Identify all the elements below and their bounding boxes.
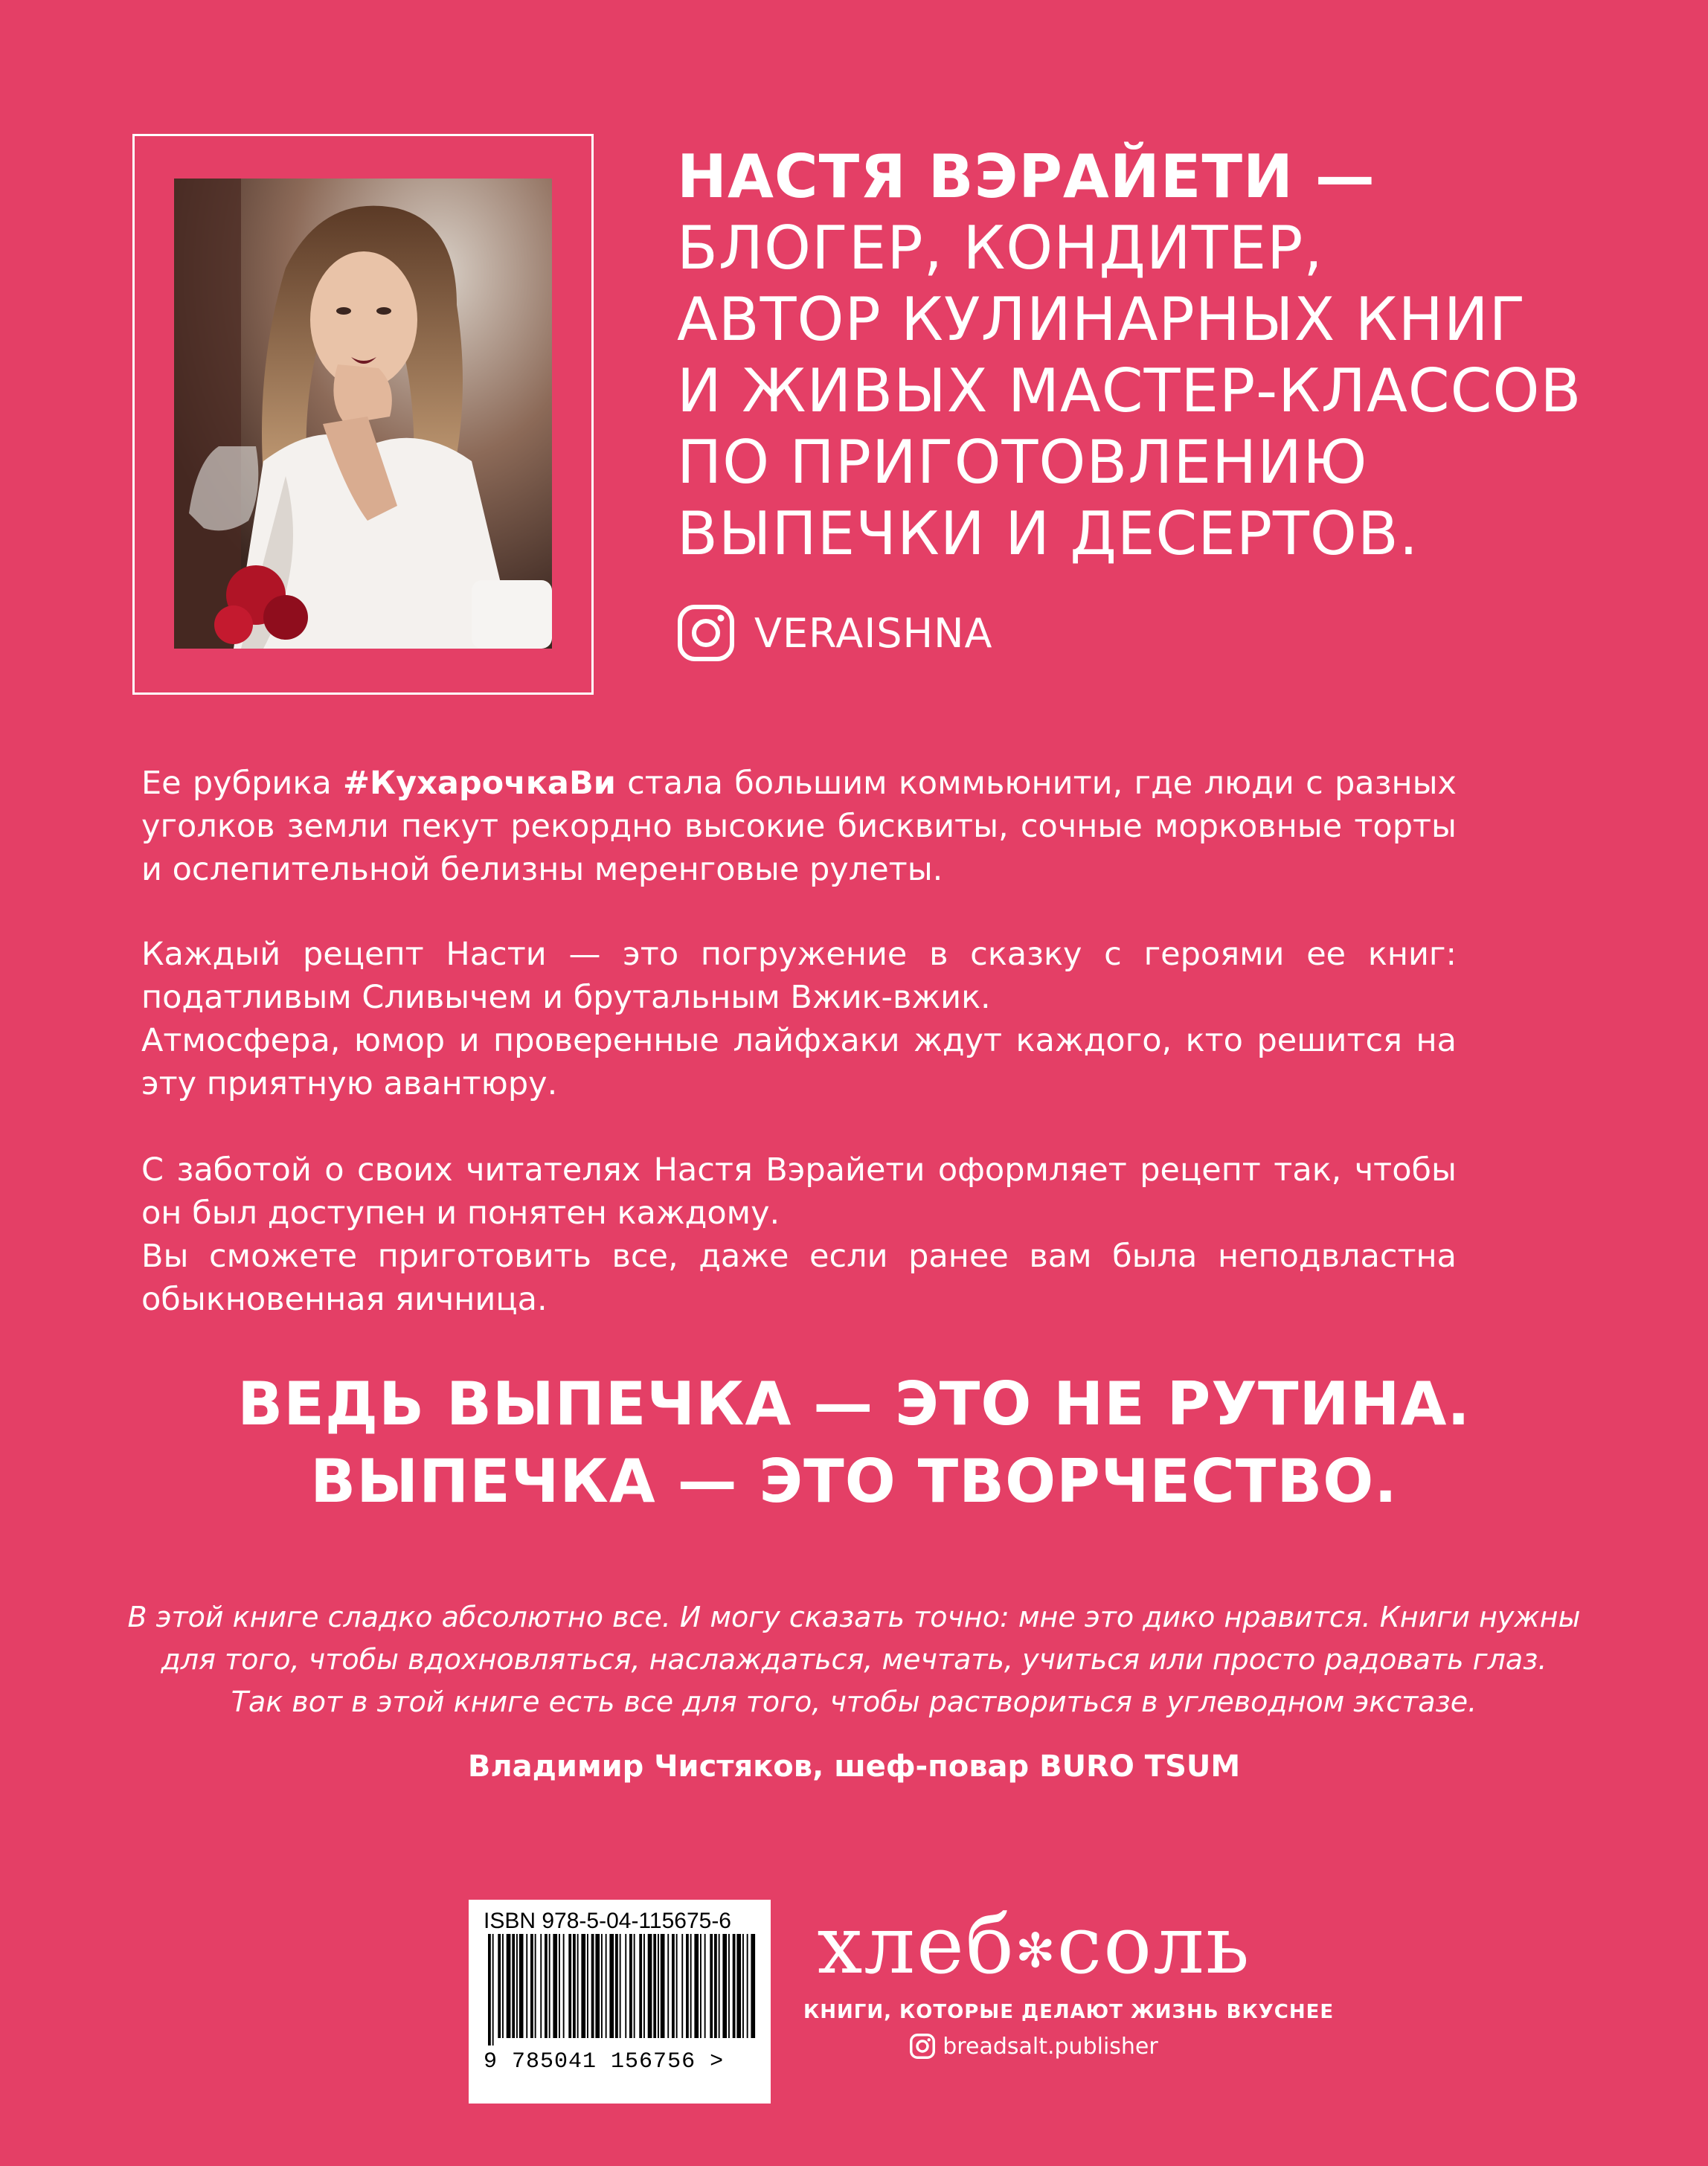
barcode-bar — [615, 1934, 618, 2038]
barcode-bar — [540, 1934, 542, 2038]
barcode-bar — [639, 1934, 642, 2038]
intro-line: ВЫПЕЧКИ И ДЕСЕРТОВ. — [677, 499, 1419, 568]
testimonial-quote — [0, 1596, 1708, 1723]
barcode-bar — [595, 1934, 600, 2038]
paragraph-text: Вы сможете приготовить все, даже если ранее вам была неподвластна обыкновенная яичница. — [141, 1238, 1457, 1318]
barcode-bar — [568, 1934, 571, 2038]
barcode-bar — [672, 1934, 675, 2038]
barcode-bar — [751, 1934, 755, 2038]
quote-line: Так вот в этой книге есть все для того, чтобы раствориться в углеводном экстазе. — [231, 1685, 1477, 1718]
instagram-handle-text: VERAISHNA — [754, 609, 993, 657]
barcode-bar — [667, 1934, 669, 2038]
barcode-bar — [690, 1934, 692, 2038]
author-photo — [174, 179, 552, 649]
barcode-bar — [498, 1934, 501, 2038]
barcode-bar — [629, 1934, 632, 2038]
publisher-logo — [803, 1901, 1265, 1996]
barcode-bar — [648, 1934, 652, 2038]
barcode-bar — [587, 1934, 588, 2038]
barcode-bar — [553, 1934, 557, 2038]
slogan — [0, 1366, 1708, 1520]
intro-line: И ЖИВЫХ МАСТЕР-КЛАССОВ — [677, 356, 1582, 425]
ean-end-marker: > — [710, 2049, 725, 2075]
ean-number: 785041 156756 — [512, 2049, 696, 2075]
logo-star-icon: ✻ — [1015, 1924, 1057, 1979]
barcode-bar — [676, 1934, 678, 2038]
barcode-bar — [733, 1934, 736, 2038]
barcode-bar — [549, 1934, 550, 2038]
ean-digits — [484, 2049, 756, 2075]
barcode-bar — [704, 1934, 706, 2038]
paragraph-text: стала большим коммьюнити, где люди с разных уголков земли пекут рекордно высокие бисквиты, сочные морковные торты и ослепительной белизны меренговые рулеты. — [141, 765, 1457, 888]
barcode-bar — [742, 1934, 744, 2038]
barcode-bar — [530, 1934, 533, 2038]
barcode-bar — [719, 1934, 720, 2038]
barcode-bar — [573, 1934, 576, 2038]
barcode-bar — [661, 1934, 665, 2038]
paragraph-text: С заботой о своих читателях Настя Вэрайети оформляет рецепт так, чтобы он был доступен и понятен каждому. — [141, 1151, 1457, 1232]
barcode-bar — [581, 1934, 585, 2038]
barcode-bar — [634, 1934, 635, 2038]
hashtag: #КухарочкаВи — [342, 765, 616, 802]
paragraph-text: Атмосфера, юмор и проверенные лайфхаки ждут каждого, кто решится на эту приятную авантюру. — [141, 1022, 1457, 1102]
author-name: НАСТЯ ВЭРАЙЕТИ — — [677, 142, 1375, 211]
barcode-bar — [694, 1934, 699, 2038]
barcode-bar — [722, 1934, 727, 2038]
barcode-bar — [545, 1934, 548, 2038]
instagram-handle[interactable] — [677, 604, 992, 662]
barcode-bar — [601, 1934, 603, 2038]
barcode-bar — [502, 1934, 504, 2038]
quote-author: Владимир Чистяков, шеф-повар BURO TSUM — [467, 1749, 1241, 1784]
publisher-instagram-text: breadsalt.publisher — [943, 2033, 1158, 2060]
quote-line: В этой книге сладко абсолютно все. И могу сказать точно: мне это дико нравится. Книги нужны — [127, 1601, 1581, 1633]
barcode-bar — [686, 1934, 689, 2038]
intro-line: АВТОР КУЛИНАРНЫХ КНИГ — [677, 285, 1526, 354]
barcode-bar — [535, 1934, 536, 2038]
barcode-bar — [620, 1934, 621, 2038]
barcode-bar — [609, 1934, 614, 2038]
ean-first-digit: 9 — [484, 2049, 498, 2075]
author-photo-illustration — [174, 179, 552, 649]
barcode-bar — [710, 1934, 713, 2038]
author-intro — [677, 141, 1644, 570]
barcode-bar — [606, 1934, 607, 2038]
slogan-line: ВЫПЕЧКА — ЭТО ТВОРЧЕСТВО. — [310, 1447, 1398, 1516]
barcode-bar — [658, 1934, 659, 2038]
barcode-bar — [591, 1934, 594, 2038]
quote-line: для того, чтобы вдохновляться, наслаждаться, мечтать, учиться или просто радовать глаз. — [161, 1643, 1547, 1676]
barcode-bar — [512, 1934, 515, 2038]
barcode-bar — [526, 1934, 527, 2038]
barcode-bar — [728, 1934, 730, 2038]
barcode-bar — [577, 1934, 579, 2038]
isbn-number: ISBN 978-5-04-115675-6 — [484, 1909, 731, 1933]
barcode-bar — [507, 1934, 511, 2038]
barcode-bar — [563, 1934, 565, 2038]
barcode-bar — [681, 1934, 683, 2038]
paragraph-care — [141, 1148, 1457, 1321]
barcode-bar — [747, 1934, 748, 2038]
paragraph-recipes — [141, 933, 1457, 1105]
intro-line: БЛОГЕР, КОНДИТЕР, — [677, 213, 1323, 283]
publisher-tagline: КНИГИ, КОТОРЫЕ ДЕЛАЮТ ЖИЗНЬ ВКУСНЕЕ — [803, 2000, 1335, 2023]
barcode-bar — [700, 1934, 702, 2038]
barcode-bar — [653, 1934, 656, 2038]
slogan-line: ВЕДЬ ВЫПЕЧКА — ЭТО НЕ РУТИНА. — [237, 1369, 1471, 1439]
intro-line: ПО ПРИГОТОВЛЕНИЮ — [677, 428, 1368, 497]
barcode-bar — [492, 1934, 494, 2046]
paragraph-text: Каждый рецепт Насти — это погружение в сказку с героями ее книг: податливым Сливычем и брутальным Вжик-вжик. — [141, 936, 1457, 1016]
barcode-bar — [643, 1934, 645, 2038]
publisher-instagram[interactable] — [803, 2034, 1265, 2060]
barcode-bar — [714, 1934, 717, 2038]
barcode-bar — [516, 1934, 518, 2038]
paragraph-text: Ее рубрика — [141, 765, 343, 802]
paragraph-community — [141, 762, 1457, 891]
barcode-bar — [519, 1934, 524, 2038]
instagram-icon — [677, 604, 735, 662]
barcode-bar — [736, 1934, 741, 2038]
logo-word-bread: хлеб — [817, 1899, 1015, 1992]
barcode-bars — [484, 1934, 756, 2046]
logo-word-salt: соль — [1056, 1899, 1251, 1992]
instagram-icon — [910, 2034, 935, 2059]
barcode-bar — [625, 1934, 626, 2038]
barcode — [469, 1900, 771, 2104]
barcode-bar — [559, 1934, 560, 2038]
barcode-bar — [488, 1934, 491, 2046]
publisher-block — [803, 1899, 1335, 2060]
